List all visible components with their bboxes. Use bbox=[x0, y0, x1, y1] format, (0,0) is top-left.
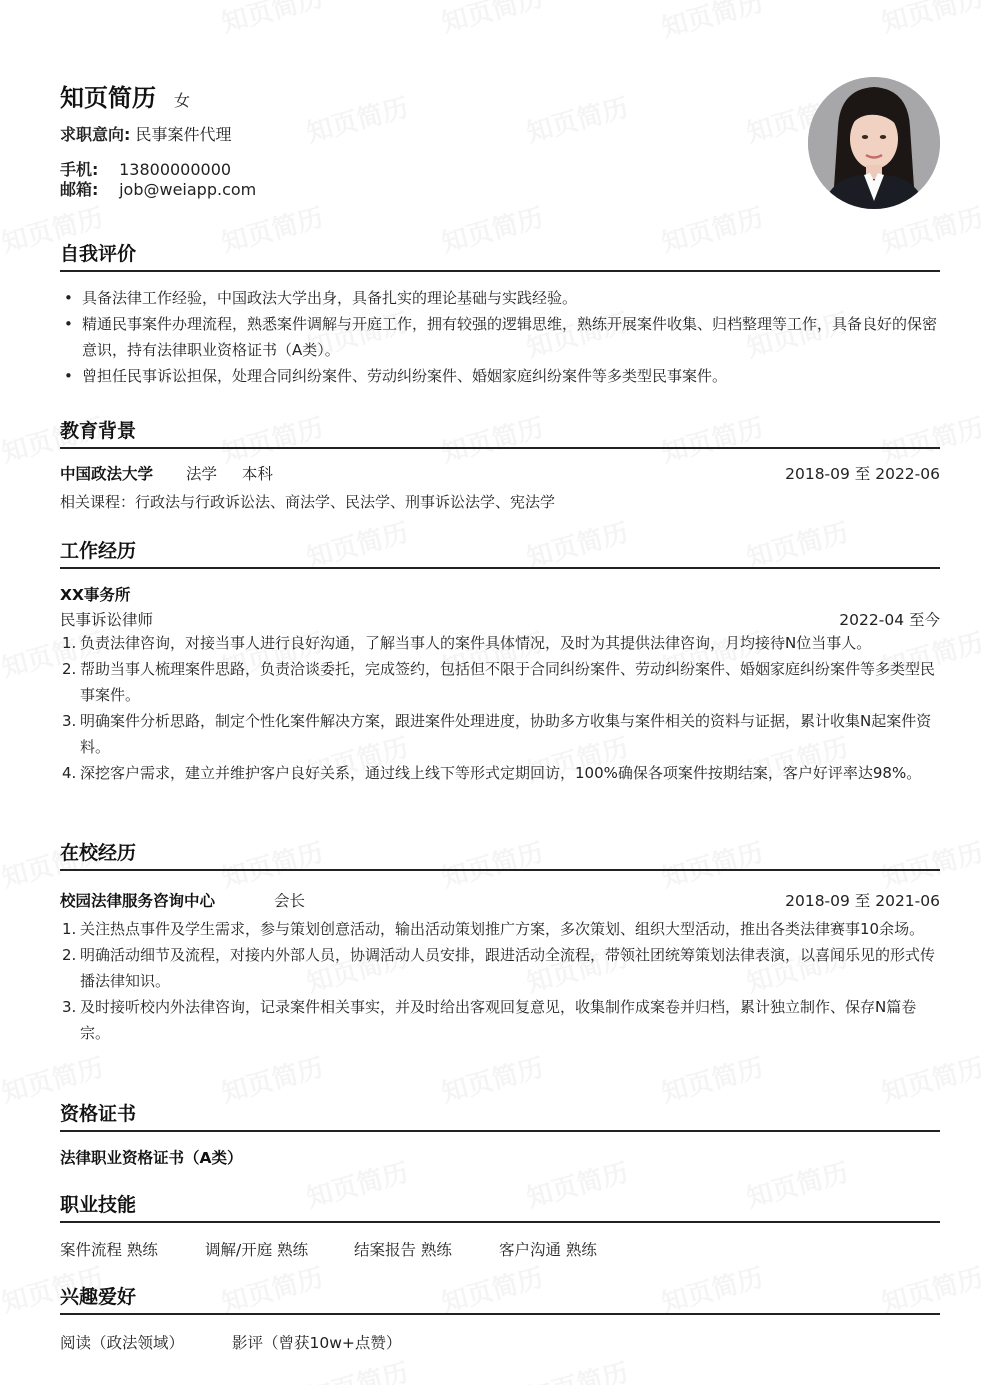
section-title-education: 教育背景 bbox=[60, 418, 940, 449]
section-title-self-eval: 自我评价 bbox=[60, 241, 940, 272]
list-item: • 曾担任民事诉讼担保，处理合同纠纷案件、劳动纠纷案件、婚姻家庭纠纷案件等多类型民事案件。 bbox=[60, 363, 940, 389]
list-item: • 精通民事案件办理流程，熟悉案件调解与开庭工作，拥有较强的逻辑思维，熟练开展案件收集、归档整理等工作，具备良好的保密意识，持有法律职业资格证书（A类）。 bbox=[60, 311, 940, 363]
section-title-campus: 在校经历 bbox=[60, 840, 940, 871]
list-item: 4. 深挖客户需求，建立并维护客户良好关系，通过线上线下等形式定期回访，100%确保各项案件按期结案，客户好评率达98%。 bbox=[62, 764, 922, 782]
email-label: 邮箱: bbox=[60, 180, 99, 199]
watermark bbox=[302, 87, 412, 150]
job-intent bbox=[60, 122, 232, 145]
education-date: 2018-09 至 2022-06 bbox=[785, 465, 940, 483]
education-row bbox=[60, 462, 940, 484]
watermark bbox=[522, 1352, 632, 1385]
work-date: 2022-04 至今 bbox=[839, 611, 940, 629]
watermark bbox=[302, 1352, 412, 1385]
section-title-skills: 职业技能 bbox=[60, 1192, 940, 1223]
major: 法学 bbox=[185, 465, 217, 483]
skill-item: 客户沟通 熟练 bbox=[499, 1241, 597, 1259]
watermark bbox=[217, 0, 327, 40]
work-position-row bbox=[60, 608, 940, 630]
campus-date: 2018-09 至 2021-06 bbox=[785, 892, 940, 910]
section-title-work: 工作经历 bbox=[60, 538, 940, 569]
list-item: 1. 负责法律咨询，对接当事人进行良好沟通，了解当事人的案件具体情况，及时为其提供法律咨询，月均接待N位当事人。 bbox=[62, 634, 872, 652]
list-item: 2. 明确活动细节及流程，对接内外部人员，协调活动人员安排，跟进活动全流程，带领社团统筹策划法律表演，以喜闻乐见的形式传播法律知识。 bbox=[62, 946, 936, 990]
email-row bbox=[60, 177, 256, 200]
school-name: 中国政法大学 bbox=[60, 465, 154, 483]
work-duties-list bbox=[60, 630, 940, 786]
company-name: XX事务所 bbox=[60, 586, 131, 604]
position: 民事诉讼律师 bbox=[60, 611, 154, 629]
candidate-name: 知页简历 bbox=[60, 84, 156, 112]
section-title-hobbies: 兴趣爱好 bbox=[60, 1284, 940, 1315]
list-item: 3. 明确案件分析思路，制定个性化案件解决方案，跟进案件处理进度，协助多方收集与案件相关的资料与证据，累计收集N起案件资料。 bbox=[62, 712, 932, 756]
skill-item: 结案报告 熟练 bbox=[354, 1241, 452, 1259]
watermark bbox=[437, 0, 547, 40]
section-title-certs: 资格证书 bbox=[60, 1101, 940, 1132]
job-intent-label: 求职意向: bbox=[60, 125, 131, 144]
cert-item: 法律职业资格证书（A类） bbox=[60, 1149, 243, 1167]
list-item: 2. 帮助当事人梳理案件思路，负责洽谈委托，完成签约，包括但不限于合同纠纷案件、劳动纠纷案件、婚姻家庭纠纷案件等多类型民事案件。 bbox=[62, 660, 936, 704]
phone-label: 手机: bbox=[60, 160, 99, 179]
watermark bbox=[522, 87, 632, 150]
org-name: 校园法律服务咨询中心 bbox=[60, 892, 216, 910]
email-value: job@weiapp.com bbox=[119, 180, 257, 199]
self-eval-list bbox=[60, 285, 940, 389]
campus-list bbox=[60, 916, 940, 1046]
avatar bbox=[808, 77, 940, 209]
candidate-gender: 女 bbox=[174, 91, 191, 110]
hobby-item: 阅读（政法领域） bbox=[60, 1334, 185, 1352]
skill-item: 调解/开庭 熟练 bbox=[205, 1241, 309, 1259]
campus-role: 会长 bbox=[273, 892, 305, 910]
watermark bbox=[657, 0, 767, 45]
skills-list bbox=[60, 1238, 597, 1260]
phone-value: 13800000000 bbox=[119, 160, 232, 179]
hobbies-list bbox=[60, 1331, 401, 1353]
related-courses: 相关课程：行政法与行政诉讼法、商法学、民法学、刑事诉讼法学、宪法学 bbox=[60, 493, 556, 511]
hobby-item: 影评（曾获10w+点赞） bbox=[232, 1334, 402, 1352]
degree: 本科 bbox=[241, 465, 273, 483]
skill-item: 案件流程 熟练 bbox=[60, 1241, 158, 1259]
list-item: 1. 关注热点事件及学生需求，参与策划创意活动，输出活动策划推广方案，多次策划、组织大型活动，推出各类法律赛事10余场。 bbox=[62, 920, 925, 938]
avatar-photo bbox=[808, 77, 940, 209]
campus-row bbox=[60, 889, 940, 911]
job-intent-value: 民事案件代理 bbox=[135, 125, 232, 144]
name-row bbox=[60, 78, 190, 113]
watermark bbox=[877, 0, 987, 40]
list-item: 3. 及时接听校内外法律咨询，记录案件相关事实，并及时给出客观回复意见，收集制作成案卷并归档，累计独立制作、保存N篇卷宗。 bbox=[62, 998, 917, 1042]
list-item: • 具备法律工作经验，中国政法大学出身，具备扎实的理论基础与实践经验。 bbox=[60, 285, 940, 311]
